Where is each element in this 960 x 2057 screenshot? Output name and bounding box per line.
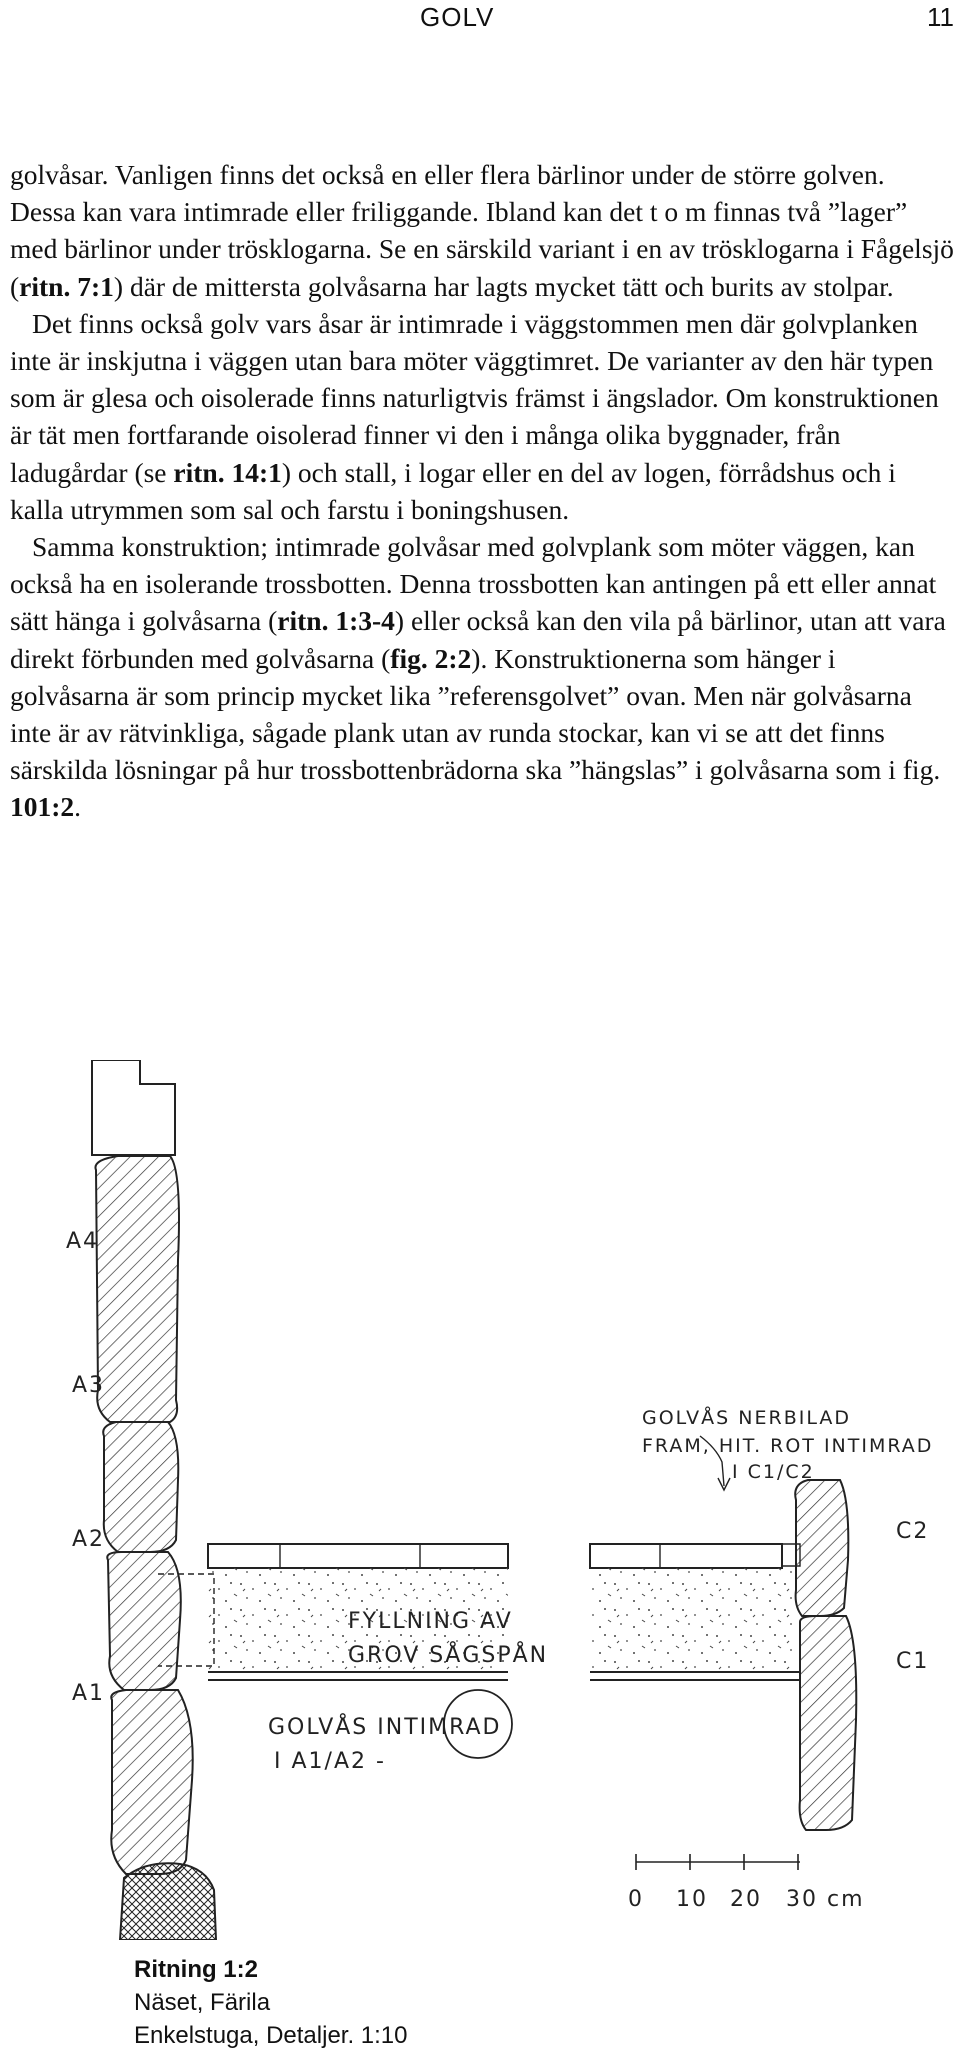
label-a2: A2	[72, 1527, 106, 1552]
joist-note-line1: GOLVÅS INTIMRAD	[268, 1715, 502, 1740]
right-note-line3: I C1/C2	[732, 1461, 815, 1483]
label-c1: C1	[896, 1649, 930, 1674]
text-run: Samma konstruktion; intimrade golvåsar med golvplank som möter väggen, kan också ha en isolerande trossbotten. Denna trossbotten kan antingen på ett eller annat sätt hänga i golvåsarna (	[10, 531, 937, 637]
construction-drawing	[0, 1060, 960, 1940]
fill-note-line2: GROV SÅGSPÅN	[348, 1643, 549, 1668]
bold-reference: ritn.	[19, 270, 71, 302]
bold-reference: 2:2	[434, 642, 472, 674]
scale-label-0: 0	[628, 1887, 644, 1912]
bold-reference: 14:1	[231, 456, 282, 488]
paragraph	[10, 156, 955, 305]
bold-reference: 7:1	[77, 270, 114, 302]
figure-caption	[134, 1953, 408, 2052]
body-text	[10, 156, 955, 826]
paragraph	[10, 305, 955, 528]
running-title: GOLV	[420, 2, 495, 32]
text-run: ) och stall, i logar eller en del av logen, förrådshus och i kalla utrymmen som sal och farstu i boningshusen.	[10, 456, 896, 525]
bold-reference: ritn.	[277, 605, 329, 637]
caption-title: Ritning 1:2	[134, 1956, 258, 1983]
paragraph	[10, 528, 955, 826]
label-a1: A1	[72, 1681, 106, 1706]
text-run: golvåsar. Vanligen finns det också en eller flera bärlinor under de större golven. Dessa kan vara intimrade eller friliggande. Ibland kan det t o m finnas två ”lager” med bärlinor under trösklogarna. Se en särskild variant i en av trösklogarna i Fågelsjö (	[10, 159, 954, 302]
text-run: ) eller också kan den vila på bärlinor, utan att vara direkt förbunden med golvåsarna (	[10, 605, 946, 674]
left-wall	[92, 1060, 216, 1940]
joist-note-line2: I A1/A2 -	[274, 1749, 386, 1774]
text-run: ) där de mittersta golvåsarna har lagts mycket tätt och burits av stolpar.	[113, 270, 894, 302]
label-a3: A3	[72, 1373, 106, 1398]
caption-description: Enkelstuga, Detaljer. 1:10	[134, 2022, 408, 2049]
caption-location: Näset, Färila	[134, 1989, 271, 2016]
label-a4: A4	[66, 1229, 100, 1254]
right-note-line1: GOLVÅS NERBILAD	[642, 1407, 851, 1429]
right-note-line2: FRAM, HIT. ROT INTIMRAD	[642, 1435, 934, 1457]
scale-label-20: 20	[730, 1887, 762, 1912]
page-header	[0, 0, 960, 40]
text-run	[428, 643, 435, 674]
label-c2: C2	[896, 1519, 930, 1544]
bold-reference: 1:3-4	[335, 605, 395, 637]
right-floor	[590, 1544, 800, 1680]
text-run: ). Konstruktionerna som hänger i golvåsarna är som princip mycket lika ”referensgolvet” ovan. Men när golvåsarna inte är av rätvinkliga, sågade plank utan av runda stockar, kan vi se att det finns särskilda lösningar på hur trossbottenbrädorna ska ”hängslas” i golvåsarna som i fig.	[10, 642, 941, 786]
scale-label-10: 10	[676, 1887, 708, 1912]
fill-note-line1: FYLLNING AV	[348, 1609, 513, 1634]
text-run: .	[74, 791, 82, 823]
bold-reference: fig.	[390, 642, 428, 674]
scale-label-30cm: 30 cm	[786, 1887, 865, 1912]
bold-reference: ritn.	[173, 456, 225, 488]
scale-bar	[636, 1854, 800, 1870]
bold-reference: 101:2	[10, 791, 75, 823]
page-number: 11	[927, 2, 954, 32]
text-run: Det finns också golv vars åsar är intimrade i väggstommen men där golvplanken inte är inskjutna i väggen utan bara möter väggtimret. De varianter av den här typen som är glesa och oisolerade finns naturligtvis främst i ängslador. Om konstruktionen är tät men fortfarande oisolerad finner vi den i många olika byggnader, från ladugårdar (se	[10, 307, 939, 488]
